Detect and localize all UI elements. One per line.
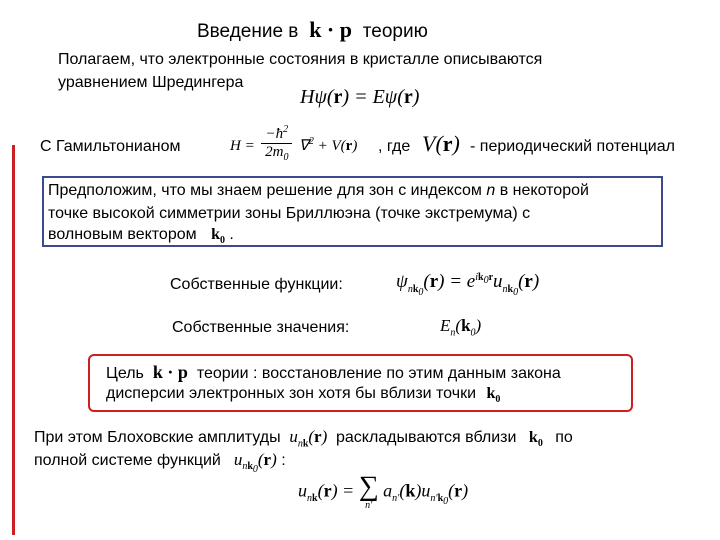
assumption-line-2: точке высокой симметрии зоны Бриллюэна (точке экстремума) с bbox=[48, 205, 531, 222]
slide-title: Введение в k · p теорию bbox=[197, 17, 428, 42]
goal-line-1: Цель k · p теории : восстановление по этим данным закона bbox=[106, 362, 561, 382]
bloch-line-1: При этом Блоховские амплитуды $u_{nk}(r)$ раскладываются вблизи $k_0$ по bbox=[34, 427, 573, 450]
kp-symbol: k · p bbox=[303, 17, 358, 42]
where-word: , где bbox=[378, 138, 411, 155]
assumption-line-1: Предположим, что мы знаем решение для зон с индексом n в некоторой bbox=[48, 182, 589, 199]
assumption-line-3: волновым вектором $k_0$ . bbox=[48, 226, 234, 247]
hamiltonian-label: С Гамильтонианом bbox=[40, 138, 181, 155]
expansion-formula: $u_{nk}(r)$ = ∑ n′ $a_{n'}(k)u_{n'k_0}(r)$ bbox=[298, 471, 469, 511]
accent-bar bbox=[12, 145, 15, 535]
bloch-line-2: полной системе функций $u_{nk_0}(r)$ : bbox=[34, 450, 286, 476]
potential-symbol: V(r) bbox=[422, 131, 460, 156]
hamiltonian-formula: H = $\frac{-ħ^2}{2m_0}$ ∇$^2$ + V(r) bbox=[230, 124, 358, 163]
intro-line-1: Полагаем, что электронные состояния в кристалле описываются bbox=[58, 51, 543, 68]
goal-line-2: дисперсии электронных зон хотя бы вблизи точки $k_0$ bbox=[106, 385, 501, 406]
eigenvalue-formula: $E_n(k_0)$ bbox=[440, 316, 482, 339]
eigenfunction-formula: $\psi_{nk_0}(r) = e^{ik_0r}u_{nk_0}(r)$ bbox=[396, 271, 540, 298]
intro-line-2: уравнением Шредингера bbox=[58, 74, 244, 91]
eigenfunctions-label: Собственные функции: bbox=[170, 276, 343, 293]
eigenvalues-label: Собственные значения: bbox=[172, 319, 350, 336]
periodic-potential-text: - периодический потенциал bbox=[470, 138, 675, 155]
schrodinger-equation: Hψ(r) = Eψ(r) bbox=[300, 86, 420, 108]
